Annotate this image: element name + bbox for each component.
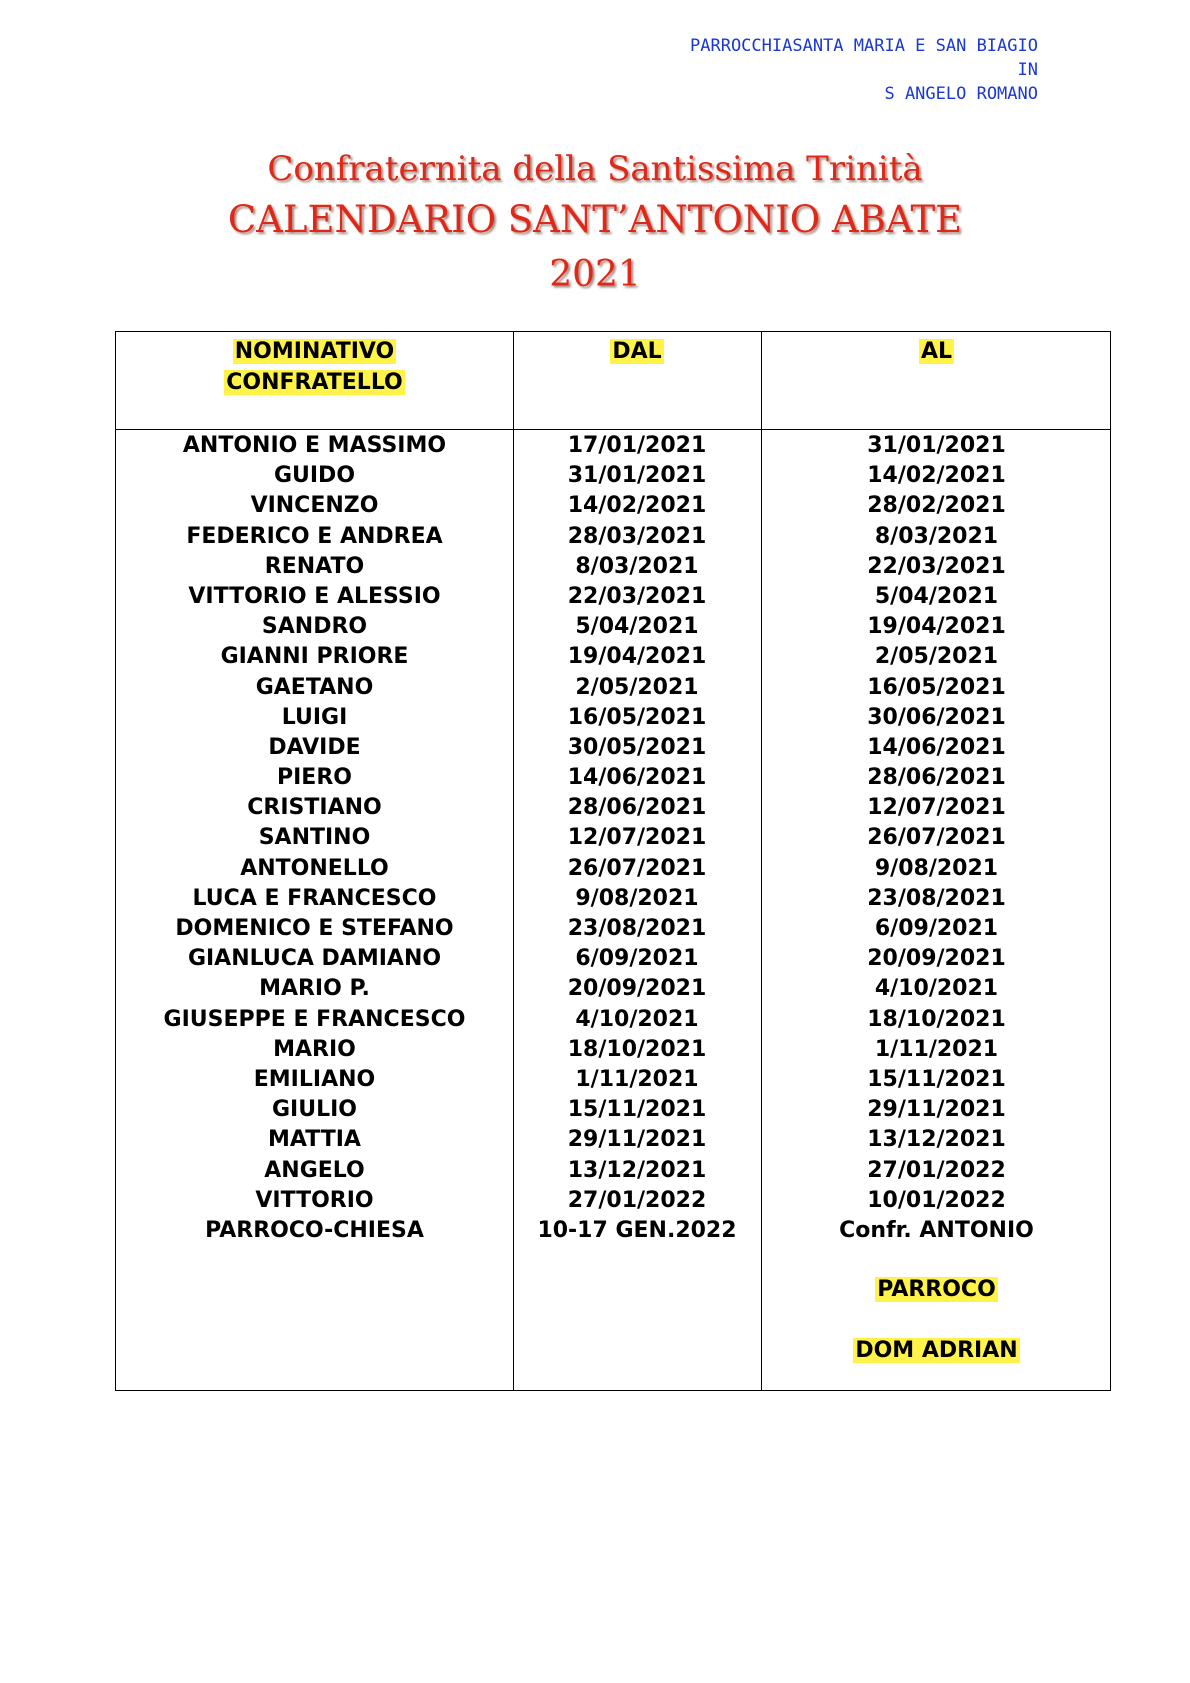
cell-to: 18/10/2021 bbox=[867, 1006, 1006, 1032]
cell-to: 10/01/2022 bbox=[867, 1187, 1006, 1213]
cell-to: 12/07/2021 bbox=[867, 795, 1006, 821]
cell-to: 22/03/2021 bbox=[867, 553, 1006, 579]
parish-in: IN bbox=[1017, 60, 1038, 80]
table-row bbox=[116, 733, 1110, 763]
confraternity-title: Confraternita della Santissima Trinità bbox=[267, 149, 923, 189]
cell-from: 16/05/2021 bbox=[567, 704, 707, 730]
table-row bbox=[116, 854, 1110, 884]
cell-to: 28/06/2021 bbox=[867, 765, 1006, 791]
cell-to: 13/12/2021 bbox=[867, 1127, 1006, 1153]
cell-from: 18/10/2021 bbox=[567, 1036, 707, 1062]
cell-from: 1/11/2021 bbox=[575, 1066, 699, 1092]
cell-from: 20/09/2021 bbox=[567, 976, 707, 1002]
cell-to: 5/04/2021 bbox=[874, 583, 999, 609]
header-to bbox=[761, 336, 1112, 367]
table-row bbox=[116, 1125, 1110, 1155]
year-title: 2021 bbox=[549, 254, 641, 295]
table-row bbox=[116, 491, 1110, 521]
cell-from: 8/03/2021 bbox=[575, 553, 699, 579]
table-row bbox=[116, 974, 1110, 1004]
cell-name: FEDERICO E ANDREA bbox=[186, 523, 443, 549]
table-row bbox=[116, 673, 1110, 703]
cell-to: 15/11/2021 bbox=[867, 1066, 1006, 1092]
cell-to: 2/05/2021 bbox=[874, 644, 999, 670]
table-row bbox=[116, 1186, 1110, 1216]
cell-to: 31/01/2021 bbox=[867, 433, 1006, 458]
cell-to: 27/01/2022 bbox=[867, 1157, 1006, 1183]
cell-name: GIUSEPPE E FRANCESCO bbox=[163, 1006, 466, 1032]
calendar-title: CALENDARIO SANT’ANTONIO ABATE bbox=[227, 198, 963, 241]
cell-name: EMILIANO bbox=[253, 1066, 376, 1092]
cell-from: 22/03/2021 bbox=[567, 583, 707, 609]
cell-to: 8/03/2021 bbox=[874, 523, 999, 549]
table-row bbox=[116, 582, 1110, 612]
table-row bbox=[116, 1216, 1110, 1246]
cell-name: SANDRO bbox=[261, 614, 368, 640]
table-row bbox=[116, 944, 1110, 974]
cell-from: 17/01/2021 bbox=[567, 433, 707, 458]
table-row bbox=[116, 823, 1110, 853]
calendar-table bbox=[115, 331, 1111, 1391]
table-body bbox=[116, 431, 1110, 1246]
cell-from: 2/05/2021 bbox=[575, 674, 699, 700]
cell-to: 6/09/2021 bbox=[874, 916, 999, 941]
signature-name-label: DOM ADRIAN bbox=[855, 1338, 1018, 1363]
header-name bbox=[116, 336, 513, 398]
cell-from: 27/01/2022 bbox=[567, 1187, 707, 1213]
cell-to: 19/04/2021 bbox=[867, 614, 1006, 640]
header-from bbox=[513, 336, 761, 367]
cell-name: MARIO P. bbox=[259, 976, 370, 1002]
table-row bbox=[116, 1095, 1110, 1125]
parish-town: S ANGELO ROMANO bbox=[884, 84, 1038, 104]
table-row bbox=[116, 431, 1110, 461]
table-row bbox=[116, 612, 1110, 642]
table-row bbox=[116, 1035, 1110, 1065]
header-name-line2: CONFRATELLO bbox=[226, 370, 403, 395]
cell-name: ANGELO bbox=[264, 1157, 365, 1183]
cell-to: Confr. ANTONIO bbox=[839, 1217, 1034, 1243]
cell-to: 28/02/2021 bbox=[867, 493, 1006, 519]
cell-name: SANTINO bbox=[258, 825, 371, 851]
cell-from: 15/11/2021 bbox=[567, 1097, 707, 1123]
cell-from: 9/08/2021 bbox=[575, 885, 699, 911]
cell-from: 23/08/2021 bbox=[567, 916, 707, 941]
table-row bbox=[116, 793, 1110, 823]
cell-name: VINCENZO bbox=[250, 493, 379, 519]
cell-from: 19/04/2021 bbox=[567, 644, 707, 670]
table-row bbox=[116, 1065, 1110, 1095]
cell-to: 30/06/2021 bbox=[867, 704, 1006, 730]
table-row bbox=[116, 884, 1110, 914]
cell-name: PIERO bbox=[277, 765, 352, 791]
cell-name: VITTORIO E ALESSIO bbox=[188, 583, 441, 609]
cell-name: PARROCO-CHIESA bbox=[205, 1217, 424, 1243]
cell-name: RENATO bbox=[264, 553, 365, 579]
cell-from: 28/03/2021 bbox=[567, 523, 707, 549]
cell-name: DAVIDE bbox=[268, 734, 361, 760]
table-row bbox=[116, 1156, 1110, 1186]
table-row bbox=[116, 703, 1110, 733]
table-row bbox=[116, 1005, 1110, 1035]
cell-name: LUIGI bbox=[281, 704, 348, 730]
cell-name: GIANLUCA DAMIANO bbox=[187, 946, 442, 972]
cell-to: 9/08/2021 bbox=[874, 855, 999, 881]
cell-name: GIANNI PRIORE bbox=[220, 644, 409, 670]
cell-from: 28/06/2021 bbox=[567, 795, 707, 821]
cell-name: LUCA E FRANCESCO bbox=[192, 885, 437, 911]
cell-from: 6/09/2021 bbox=[575, 946, 699, 972]
cell-name: GIULIO bbox=[271, 1097, 357, 1123]
cell-to: 16/05/2021 bbox=[867, 674, 1006, 700]
cell-name: MARIO bbox=[273, 1036, 356, 1062]
cell-from: 14/02/2021 bbox=[567, 493, 707, 519]
signature-role-label: PARROCO bbox=[877, 1277, 996, 1302]
signature-role bbox=[761, 1275, 1112, 1305]
cell-from: 31/01/2021 bbox=[567, 463, 707, 489]
parish-name: PARROCCHIASANTA MARIA E SAN BIAGIO bbox=[690, 36, 1038, 56]
cell-to: 23/08/2021 bbox=[867, 885, 1006, 911]
cell-name: GAETANO bbox=[255, 674, 374, 700]
cell-from: 12/07/2021 bbox=[567, 825, 707, 851]
cell-name: MATTIA bbox=[268, 1127, 361, 1153]
cell-from: 13/12/2021 bbox=[567, 1157, 707, 1183]
cell-to: 14/06/2021 bbox=[867, 734, 1006, 760]
cell-to: 20/09/2021 bbox=[867, 946, 1006, 972]
cell-from: 4/10/2021 bbox=[575, 1006, 699, 1032]
cell-from: 29/11/2021 bbox=[567, 1127, 707, 1153]
header-from-label: DAL bbox=[612, 339, 662, 364]
header-name-line1: NOMINATIVO bbox=[234, 339, 395, 364]
document-title bbox=[0, 146, 1190, 300]
cell-to: 29/11/2021 bbox=[867, 1097, 1006, 1123]
signature-name bbox=[761, 1336, 1112, 1366]
cell-to: 26/07/2021 bbox=[867, 825, 1006, 851]
header-to-label: AL bbox=[920, 339, 953, 364]
cell-to: 14/02/2021 bbox=[867, 463, 1006, 489]
table-row bbox=[116, 461, 1110, 491]
cell-to: 1/11/2021 bbox=[874, 1036, 999, 1062]
cell-name: ANTONELLO bbox=[240, 855, 389, 881]
cell-name: CRISTIANO bbox=[247, 795, 382, 821]
cell-from: 14/06/2021 bbox=[567, 765, 707, 791]
cell-name: ANTONIO E MASSIMO bbox=[182, 433, 447, 458]
table-row bbox=[116, 522, 1110, 552]
cell-name: GUIDO bbox=[273, 463, 356, 489]
parish-header bbox=[690, 34, 1038, 106]
cell-from: 5/04/2021 bbox=[575, 614, 699, 640]
table-row bbox=[116, 914, 1110, 944]
cell-from: 30/05/2021 bbox=[567, 734, 707, 760]
cell-from: 10-17 GEN.2022 bbox=[537, 1217, 737, 1243]
cell-to: 4/10/2021 bbox=[874, 976, 999, 1002]
table-row bbox=[116, 763, 1110, 793]
header-divider bbox=[116, 429, 1110, 430]
table-row bbox=[116, 642, 1110, 672]
cell-name: DOMENICO E STEFANO bbox=[175, 916, 454, 941]
table-row bbox=[116, 552, 1110, 582]
cell-name: VITTORIO bbox=[255, 1187, 374, 1213]
cell-from: 26/07/2021 bbox=[567, 855, 707, 881]
